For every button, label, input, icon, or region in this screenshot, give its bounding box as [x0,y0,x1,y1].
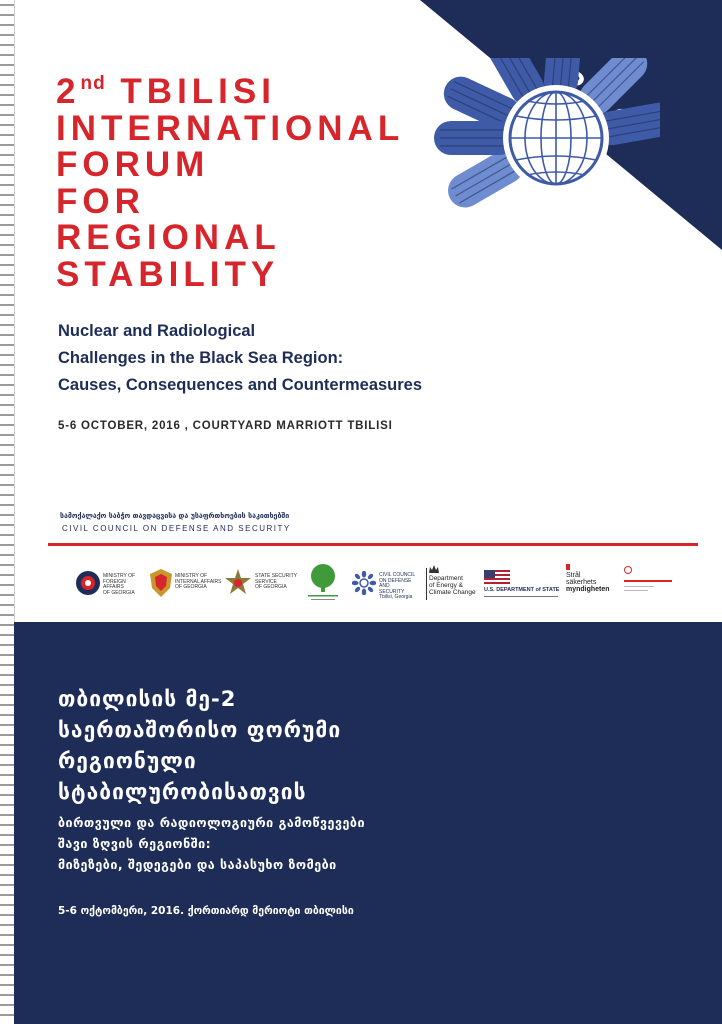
forum-title-georgian: თბილისის მე-2 საერთაშორისო ფორუმი რეგიონული სტაბილურობისათვის [58,687,342,804]
forum-subtitle: Nuclear and Radiological Challenges in the Black Sea Region: Causes, Consequences and Countermeasures [58,322,423,394]
logo-green-tree [306,562,342,606]
small-logo-line [624,590,648,591]
forum-title: 2nd TBILISI INTERNATIONAL FORUM FOR REGIONAL STABILITY [56,72,405,294]
logo-mfa: MINISTRY OF FOREIGN AFFAIRS OF GEORGIA [72,562,142,606]
spiral-binding [0,0,15,1024]
mfa-seal-icon [75,570,101,596]
small-seal-icon [624,566,632,574]
divider-line [48,543,698,546]
logo-sss: STATE SECURITY SERVICE OF GEORGIA [222,562,302,606]
tree-icon [306,562,340,604]
organizer-name-english: CIVIL COUNCIL ON DEFENSE AND SECURITY [62,524,291,533]
logo-ssm: Strål säkerhets myndigheten [564,562,618,606]
partner-logos [72,562,682,606]
ssm-mark-icon [566,564,570,570]
logo-us-state: U.S. DEPARTMENT of STATE [482,562,562,606]
organizer-name-georgian: სამოქალაქო საბჭო თავდაცვისა და უსაფრთხოების საკითხებში [60,512,290,520]
small-logo-line [624,586,654,587]
us-flag-icon [484,570,510,584]
mia-shield-icon [149,568,173,598]
crown-crest-icon [428,564,440,574]
ccds-emblem-icon [352,571,376,595]
globe-icon [503,85,609,191]
logo-mia: MINISTRY OF INTERNAL AFFAIRS OF GEORGIA [146,562,222,606]
logo-unknown-small [624,562,674,606]
logo-ccds: CIVIL COUNCIL ON DEFENSE AND SECURITY Tbilisi, Georgia [350,562,422,606]
forum-subtitle-georgian: ბირთვული და რადიოლოგიური გამოწვევები შავი ზღვის რეგიონში: მიზეზები, შედეგები და საპასუხო ზომები [58,815,366,872]
state-rule [484,596,558,597]
logo-decc: Department of Energy & Climate Change [426,562,476,606]
decc-rule [426,568,427,600]
small-logo-rule [624,580,672,582]
sss-star-icon [224,568,252,598]
date-venue-georgian: 5-6 ოქტომბერი, 2016. ქორთიარდ მერიოტი თბილისი [58,905,354,917]
forum-emblem-icon [420,58,660,288]
date-venue: 5-6 OCTOBER, 2016 , COURTYARD MARRIOTT TBILISI [58,420,393,432]
